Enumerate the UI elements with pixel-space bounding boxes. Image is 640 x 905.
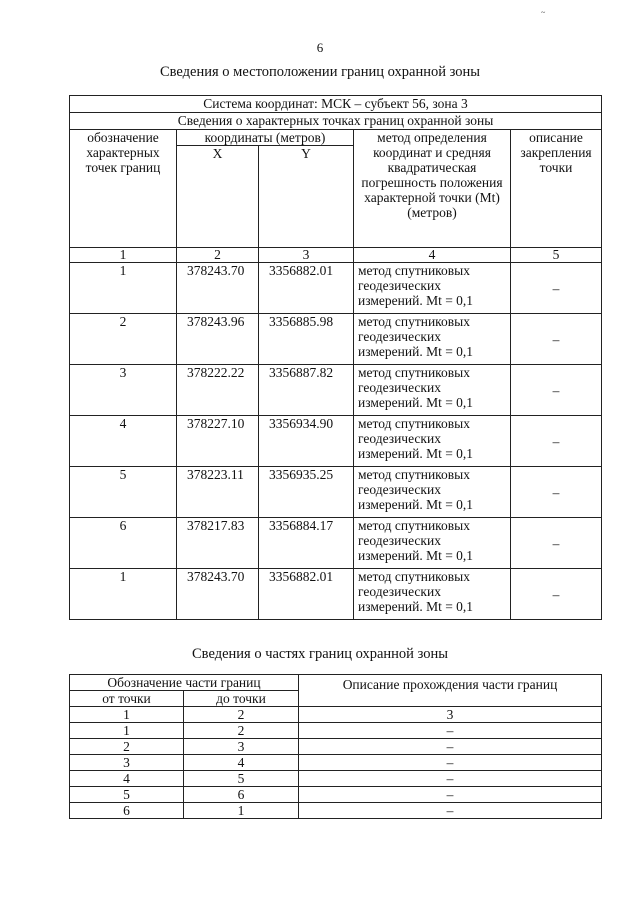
y-coordinate: 3356884.17 [259, 518, 354, 569]
table-row [70, 569, 602, 620]
part-description: – [299, 787, 602, 803]
table-row [70, 416, 602, 467]
column-index: 1 [70, 248, 177, 263]
method-text: метод спутниковых геодезических измерений. Mt = 0,1 [354, 416, 511, 467]
column-index: 3 [299, 707, 602, 723]
column-index: 2 [184, 707, 299, 723]
method-text: метод спутниковых геодезических измерений. Mt = 0,1 [354, 263, 511, 314]
x-coordinate: 378243.96 [177, 314, 259, 365]
table-row [70, 771, 602, 787]
method-text: метод спутниковых геодезических измерений. Mt = 0,1 [354, 467, 511, 518]
point-description: – [511, 263, 602, 314]
method-text: метод спутниковых геодезических измерений. Mt = 0,1 [354, 365, 511, 416]
point-number: 4 [70, 416, 177, 467]
from-point: 1 [70, 723, 184, 739]
from-point: 4 [70, 771, 184, 787]
table-row [70, 755, 602, 771]
point-description: – [511, 569, 602, 620]
to-point: 2 [184, 723, 299, 739]
y-coordinate: 3356887.82 [259, 365, 354, 416]
x-coordinate: 378222.22 [177, 365, 259, 416]
point-description: – [511, 365, 602, 416]
point-description: – [511, 518, 602, 569]
section1-title: Сведения о местоположении границ охранной зоны [159, 64, 480, 80]
method-text: метод спутниковых геодезических измерений. Mt = 0,1 [354, 518, 511, 569]
y-coordinate: 3356882.01 [259, 263, 354, 314]
header-from-point: от точки [70, 691, 184, 707]
part-description: – [299, 771, 602, 787]
boundary-parts-table [69, 674, 602, 819]
header-point-name: обозначение характерных точек границ [70, 130, 177, 248]
point-description: – [511, 314, 602, 365]
x-coordinate: 378243.70 [177, 263, 259, 314]
header-x: X [177, 146, 259, 248]
from-point: 3 [70, 755, 184, 771]
part-description: – [299, 803, 602, 819]
header-y: Y [259, 146, 354, 248]
x-coordinate: 378223.11 [177, 467, 259, 518]
column-index: 3 [259, 248, 354, 263]
points-info-label: Сведения о характерных точках границ охранной зоны [70, 113, 602, 130]
table-row [70, 739, 602, 755]
header-coordinates: координаты (метров) [177, 130, 354, 146]
y-coordinate: 3356934.90 [259, 416, 354, 467]
part-description: – [299, 723, 602, 739]
from-point: 2 [70, 739, 184, 755]
coordinate-system-label: Система координат: МСК – субъект 56, зона 3 [70, 96, 602, 113]
header-part-description: Описание прохождения части границ [299, 675, 602, 707]
y-coordinate: 3356882.01 [259, 569, 354, 620]
to-point: 4 [184, 755, 299, 771]
to-point: 6 [184, 787, 299, 803]
column-index: 2 [177, 248, 259, 263]
table-row [70, 787, 602, 803]
to-point: 1 [184, 803, 299, 819]
header-description: описание закрепления точки [511, 130, 602, 248]
table-row [70, 365, 602, 416]
table-row [70, 803, 602, 819]
y-coordinate: 3356935.25 [259, 467, 354, 518]
column-index-row [70, 248, 602, 263]
boundary-points-table [69, 95, 602, 620]
corner-mark: ~ [541, 8, 546, 17]
from-point: 5 [70, 787, 184, 803]
method-text: метод спутниковых геодезических измерений. Mt = 0,1 [354, 569, 511, 620]
point-description: – [511, 416, 602, 467]
table-row [70, 467, 602, 518]
x-coordinate: 378243.70 [177, 569, 259, 620]
header-part-name: Обозначение части границ [70, 675, 299, 691]
point-number: 1 [70, 569, 177, 620]
column-index-row [70, 707, 602, 723]
header-method: метод определения координат и средняя квадратическая погрешность положения характерной точки (Mt) (метров) [354, 130, 511, 248]
point-description: – [511, 467, 602, 518]
to-point: 5 [184, 771, 299, 787]
header-to-point: до точки [184, 691, 299, 707]
column-index: 1 [70, 707, 184, 723]
y-coordinate: 3356885.98 [259, 314, 354, 365]
point-number: 3 [70, 365, 177, 416]
x-coordinate: 378217.83 [177, 518, 259, 569]
column-index: 5 [511, 248, 602, 263]
column-index: 4 [354, 248, 511, 263]
table-row [70, 314, 602, 365]
point-number: 2 [70, 314, 177, 365]
method-text: метод спутниковых геодезических измерений. Mt = 0,1 [354, 314, 511, 365]
page-number: 6 [316, 40, 324, 55]
table-row [70, 723, 602, 739]
point-number: 6 [70, 518, 177, 569]
from-point: 6 [70, 803, 184, 819]
part-description: – [299, 739, 602, 755]
table-row [70, 263, 602, 314]
part-description: – [299, 755, 602, 771]
point-number: 1 [70, 263, 177, 314]
point-number: 5 [70, 467, 177, 518]
to-point: 3 [184, 739, 299, 755]
x-coordinate: 378227.10 [177, 416, 259, 467]
table-row [70, 518, 602, 569]
section2-title: Сведения о частях границ охранной зоны [192, 646, 448, 662]
